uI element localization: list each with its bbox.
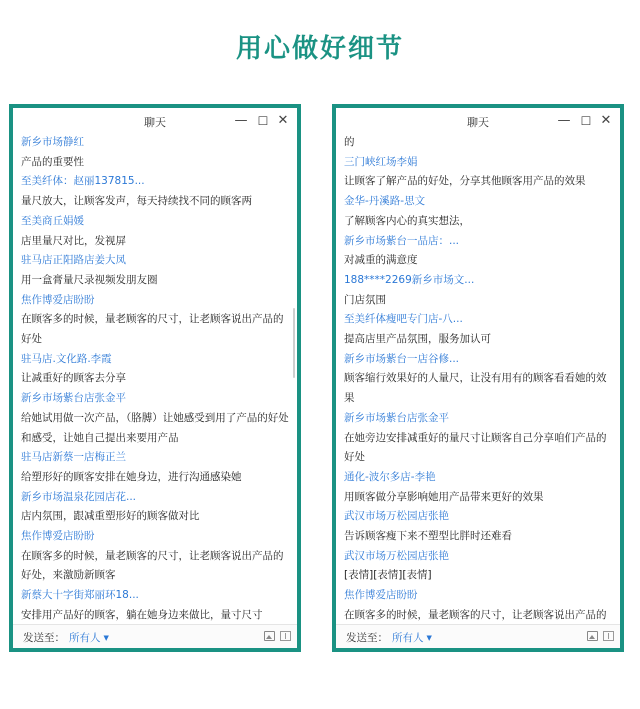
message-text: 用顾客做分享影响她用产品带来更好的效果 [344, 490, 544, 503]
titlebar [13, 108, 297, 136]
scrollbar[interactable] [293, 308, 295, 378]
chat-footer [336, 624, 620, 648]
maximize-icon[interactable]: ☐ [257, 114, 269, 128]
send-to-value: 所有人 [69, 632, 101, 644]
message-sender: 至美纤体瘦吧专门店-八... [344, 313, 463, 326]
minimize-icon[interactable]: — [557, 113, 571, 128]
page-title: 用心做好细节 [235, 34, 404, 64]
message-text: 安排用产品好的顾客，躺在她身边来做比，量寸尺寸 [21, 608, 263, 621]
chat-window-right [332, 104, 624, 652]
message-text: 了解顾客内心的真实想法， [344, 214, 470, 227]
message-sender: 焦作博爱店盼盼 [21, 293, 95, 306]
message-sender: 驻马店.文化路.李霞 [21, 352, 112, 365]
message-sender: 武汉市场万松园店张艳 [344, 510, 449, 523]
window-title: 聊天 [144, 116, 166, 129]
message-sender: 至美商丘娟媛 [21, 214, 84, 227]
message-text: 在顾客多的时候，量老顾客的尺寸，让老顾客说出产品的好处 [21, 313, 284, 346]
message-text: 店里量尺对比，发视屏 [21, 234, 126, 247]
expand-panel-icon[interactable] [280, 631, 291, 641]
message-text: 对减重的满意度 [344, 254, 418, 267]
maximize-icon[interactable]: ☐ [580, 114, 592, 128]
message-sender: 新乡市场紫台一品店：... [344, 234, 460, 247]
message-text: 告诉顾客瘦下来不塑型比胖时还难看 [344, 530, 512, 543]
message-sender: 至美纤体：赵丽137815... [21, 175, 145, 188]
message-sender: 新乡市场温泉花园店花... [21, 490, 137, 503]
message-sender: 金华-丹溪路-思文 [344, 195, 426, 208]
titlebar [336, 108, 620, 136]
message-sender: 武汉市场万松园店张艳 [344, 549, 449, 562]
message-text: 给她试用做一次产品，（胳膊）让她感受到用了产品的好处和感受，让她自己提出来要用产品 [21, 411, 289, 444]
chat-footer [13, 624, 297, 648]
send-to-value: 所有人 [392, 632, 424, 644]
message-text: 让减重好的顾客去分享 [21, 372, 126, 385]
chevron-down-icon: ▼ [103, 634, 109, 642]
image-icon[interactable] [264, 631, 275, 641]
message-list[interactable] [336, 133, 620, 623]
message-text: 提高店里产品氛围，服务加认可 [344, 333, 491, 346]
send-to-label: 发送至： [23, 632, 65, 644]
message-sender: 新蔡大十字街郑丽环18... [21, 589, 139, 602]
message-text: [表情][表情][表情] [344, 569, 432, 582]
message-text: 给塑形好的顾客安排在她身边，进行沟通感染她 [21, 470, 242, 483]
message-text: 让顾客了解产品的好处，分享其他顾客用产品的效果 [344, 175, 586, 188]
window-title: 聊天 [467, 116, 489, 129]
close-icon[interactable]: ✕ [277, 113, 289, 128]
send-to-dropdown[interactable] [392, 630, 432, 645]
send-to-label: 发送至： [346, 632, 388, 644]
chat-window-left [9, 104, 301, 652]
message-sender: 新乡市场静红 [21, 136, 84, 148]
image-icon[interactable] [587, 631, 598, 641]
message-sender: 焦作博爱店盼盼 [21, 530, 95, 543]
send-to-dropdown[interactable] [69, 630, 109, 645]
message-text: 顾客缩行效果好的人量尺，让没有用有的顾客看看她的效果 [344, 372, 607, 405]
close-icon[interactable]: ✕ [600, 113, 612, 128]
message-list[interactable] [13, 133, 297, 623]
message-text: 的 [344, 136, 355, 148]
message-sender: 新乡市场紫台店张金平 [21, 392, 126, 405]
message-text: 在她旁边安排减重好的量尺寸让顾客自己分享咱们产品的好处 [344, 431, 607, 464]
message-text: 产品的重要性 [21, 155, 84, 168]
message-text: 在顾客多的时候，量老顾客的尺寸，让老顾客说出产品的 [344, 608, 607, 621]
message-sender: 焦作博爱店盼盼 [344, 589, 418, 602]
message-text: 用一盒膏量尺录视频发朋友圈 [21, 273, 158, 286]
message-text: 在顾客多的时候，量老顾客的尺寸，让老顾客说出产品的好处，来激励新顾客 [21, 549, 284, 582]
message-sender: 新乡市场紫台店张金平 [344, 411, 449, 424]
message-text: 量尺放大，让顾客发声，每天持续找不同的顾客两 [21, 195, 252, 208]
message-sender: 三门峡红场李娟 [344, 155, 418, 168]
message-text: 门店氛围 [344, 293, 386, 306]
expand-panel-icon[interactable] [603, 631, 614, 641]
message-sender: 驻马店正阳路店姜大凤 [21, 254, 126, 267]
message-sender: 新乡市场紫台一店谷修... [344, 352, 460, 365]
message-sender: 通化-波尔多店-李艳 [344, 470, 436, 483]
minimize-icon[interactable]: — [234, 113, 248, 128]
chevron-down-icon: ▼ [426, 634, 432, 642]
message-text: 店内氛围，跟减重塑形好的顾客做对比 [21, 510, 200, 523]
message-sender: 驻马店新蔡一店梅正兰 [21, 451, 126, 464]
message-sender: 188****2269新乡市场文... [344, 273, 475, 286]
